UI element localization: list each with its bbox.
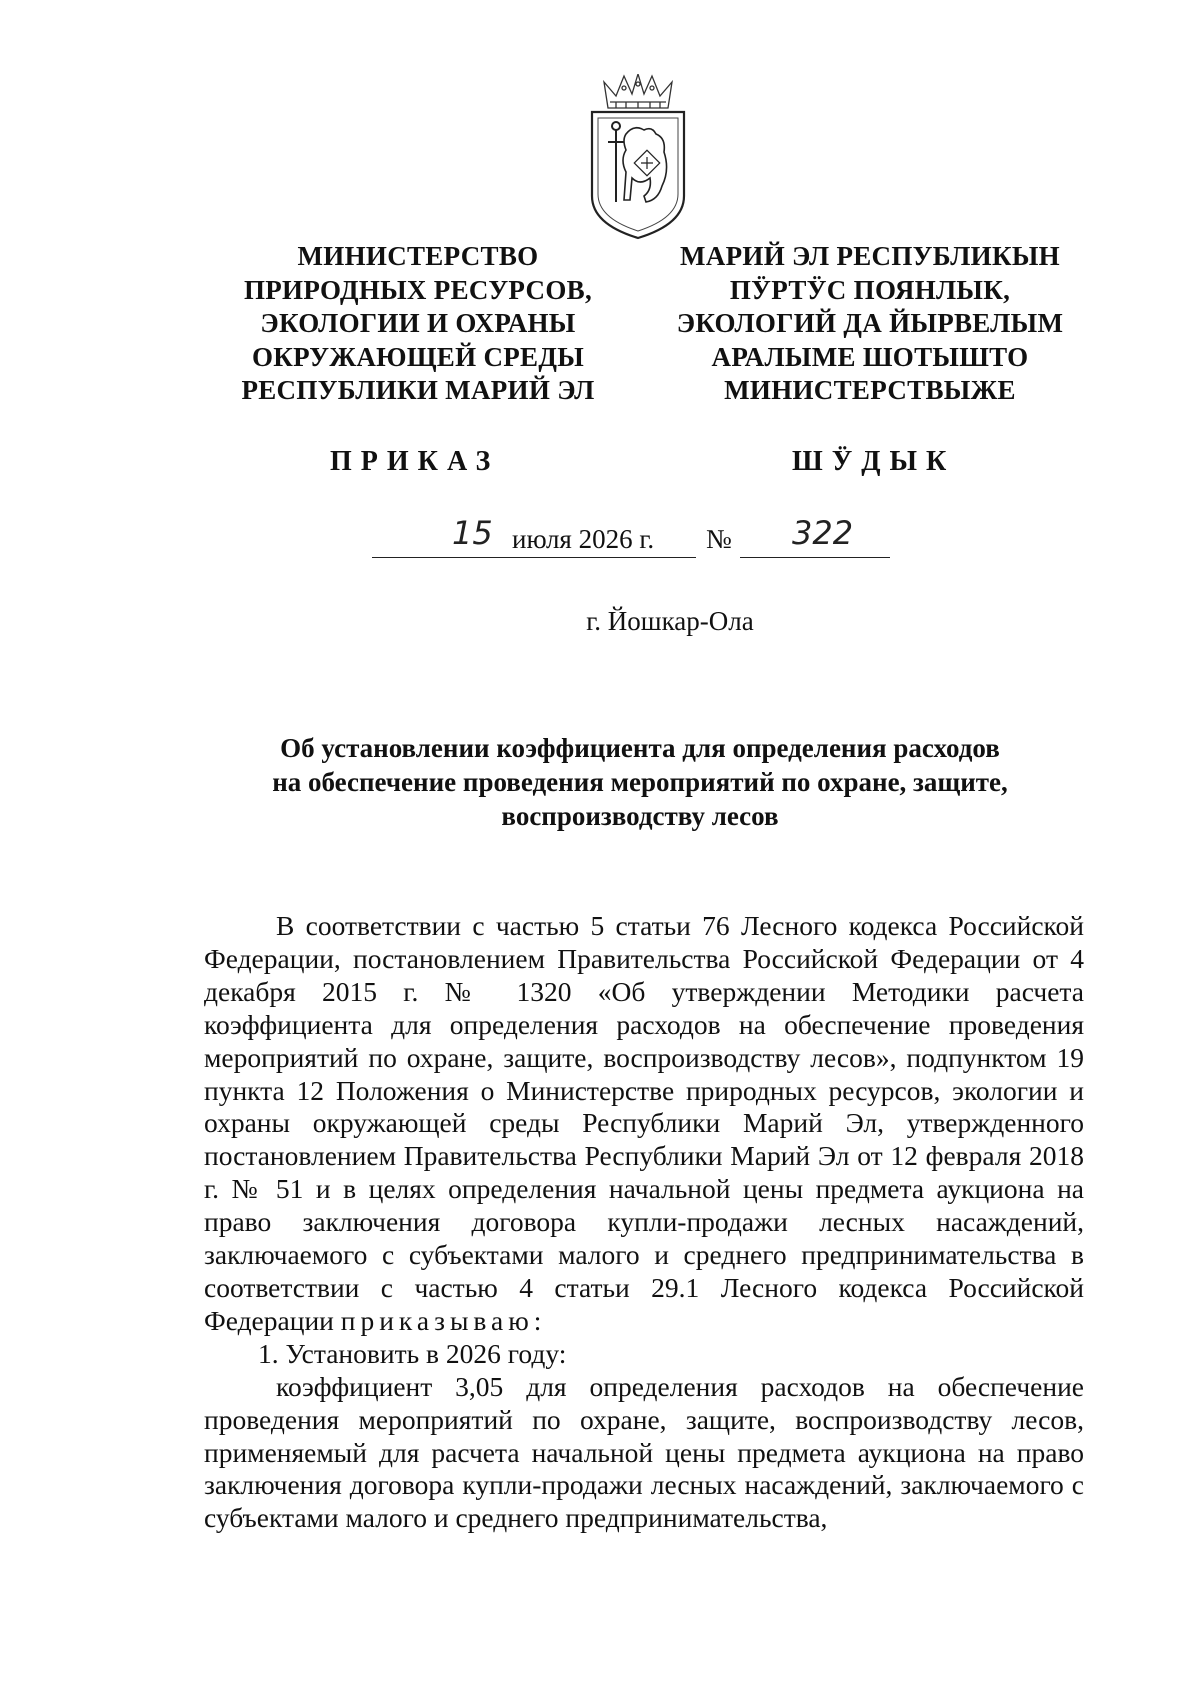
preamble-text: В соответствии с частью 5 статьи 76 Лесного кодекса Российской Федерации, постановлением Правительства Российской Федерации от 4 декабря 2015 г. № 1320 «Об утверждении Методики расчета коэффициента для определения расходов на обеспечение проведения мероприятий по охране, защите, воспроизводству лесов», подпунктом 19 пункта 12 Положения о Министерстве природных ресурсов, экологии и охраны окружающей среды Республики Марий Эл, утвержденного постановлением Правительства Республики Марий Эл от 12 февраля 2018 г. № 51 и в целях определения начальной цены предмета аукциона на право заключения договора купли-продажи лесных насаждений, заключаемого с субъектами малого и среднего предпринимательства в соответствии с частью 4 статьи 29.1 Лесного кодекса Российской Федерации: [204, 910, 1084, 1336]
number-underline: [740, 557, 890, 558]
city-name: [0, 606, 1200, 637]
item-1-paragraph: коэффициент 3,05 для определения расходов на обеспечение проведения мероприятий по охране, защите, воспроизводству лесов, применяемый для расчета начальной цены предмета аукциона на право заключения договора купли-продажи лесных насаждений, заключаемого с субъектами малого и среднего предпринимательства,: [204, 1370, 1084, 1534]
header-left-line: ОКРУЖАЮЩЕЙ СРЕДЫ: [251, 341, 585, 372]
handwritten-day: 15: [452, 514, 493, 552]
ministry-name-mari: [660, 240, 1080, 408]
city-text: г. Йошкар-Ола: [586, 606, 754, 636]
coat-of-arms-emblem: [586, 74, 690, 240]
header-right-line: МАРИЙ ЭЛ РЕСПУБЛИКЫН: [680, 241, 1060, 271]
preamble-paragraph: [204, 910, 1084, 1338]
header-right-line: АРАЛЫМЕ ШОТЫШТО: [711, 341, 1029, 372]
date-number-line: [372, 514, 892, 560]
order-word-russian: ПРИКАЗ: [330, 446, 500, 477]
header-right-line: ПӰРТӰС ПОЯНЛЫК,: [729, 274, 1011, 305]
title-line: воспроизводству лесов: [501, 801, 779, 831]
header-left-line: ЭКОЛОГИИ И ОХРАНЫ: [260, 308, 576, 338]
number-sign: №: [706, 524, 732, 554]
header-left-line: ПРИРОДНЫХ РЕСУРСОВ,: [243, 274, 593, 305]
order-word-mari: ШӰДЫК: [792, 446, 956, 477]
ministry-name-russian: [208, 240, 628, 408]
document-body: [204, 910, 1084, 1535]
date-underline: [372, 557, 696, 558]
title-line: на обеспечение проведения мероприятий по охране, защите,: [272, 767, 1008, 797]
header-right-line: МИНИСТЕРСТВЫЖЕ: [724, 375, 1016, 405]
handwritten-number: 322: [792, 514, 854, 552]
order-verb: приказываю:: [340, 1304, 547, 1336]
document-title: [220, 731, 1060, 833]
header-right-line: ЭКОЛОГИЙ ДА ЙЫРВЕЛЫМ: [676, 308, 1064, 338]
date-month-year: июля 2026 г.: [512, 524, 655, 554]
header-left-line: РЕСПУБЛИКИ МАРИЙ ЭЛ: [241, 375, 595, 405]
item-1-heading: 1. Установить в 2026 году:: [258, 1337, 567, 1369]
title-line: Об установлении коэффициента для определения расходов: [280, 733, 1000, 763]
header-left-line: МИНИСТЕРСТВО: [297, 241, 539, 271]
